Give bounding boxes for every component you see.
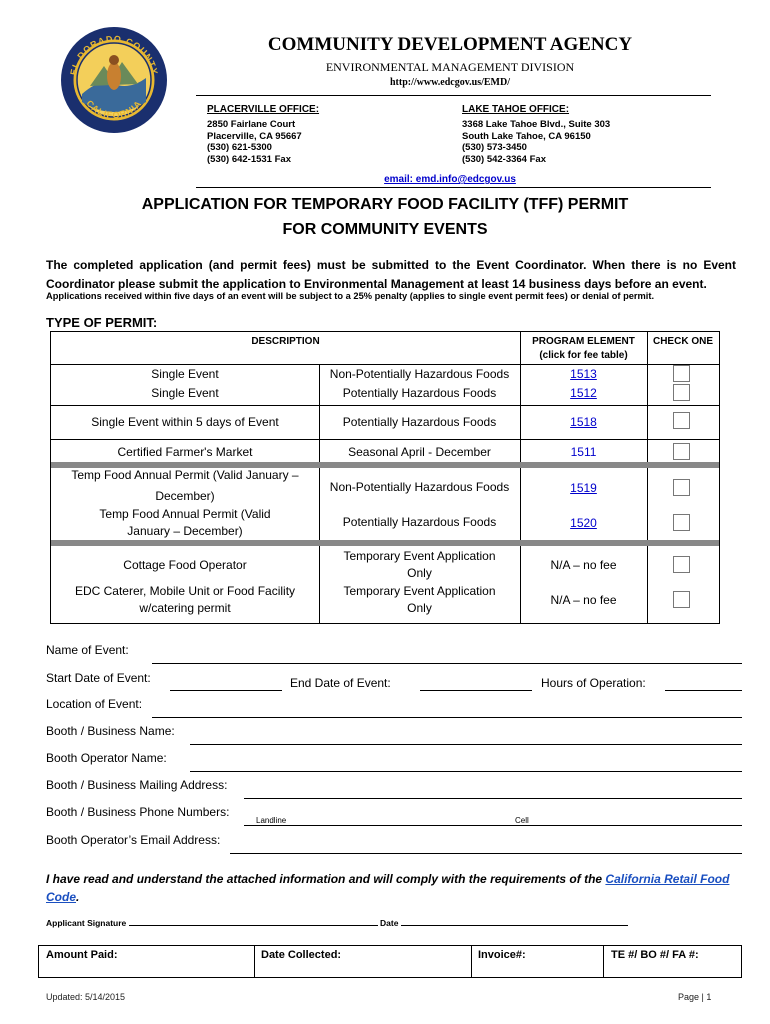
- permit-desc: Single Event: [151, 367, 219, 381]
- permit-food-type: Potentially Hazardous Foods: [342, 415, 497, 429]
- te-bo-fa-label: TE #/ BO #/ FA #:: [611, 949, 699, 961]
- division-url[interactable]: http://www.edcgov.us/EMD/: [389, 77, 510, 88]
- seal-text-bottom: CALIFORNIA: [84, 98, 144, 121]
- form-title-line2: FOR COMMUNITY EVENTS: [282, 221, 488, 238]
- division-title: ENVIRONMENTAL MANAGEMENT DIVISION: [325, 60, 575, 74]
- column-divider: [647, 332, 648, 623]
- column-divider: [603, 946, 604, 977]
- placerville-line: 2850 Fairlane Court: [207, 119, 296, 130]
- tahoe-line: South Lake Tahoe, CA 96150: [462, 130, 591, 142]
- permit-food-type: Non-Potentially Hazardous Foods: [329, 367, 510, 381]
- penalty-text: Applications received within five days of an event will be subject to a 25% penalty (applies to single event permit fees) or denial of permit.: [46, 291, 655, 301]
- tahoe-office-title: LAKE TAHOE OFFICE:: [462, 104, 570, 115]
- booth-name-label: Booth / Business Name:: [46, 724, 175, 738]
- mailing-address-label: Booth / Business Mailing Address:: [46, 778, 228, 792]
- program-element-code: N/A – no fee: [550, 558, 617, 572]
- permit-desc: Single Event: [151, 386, 219, 400]
- permit-checkbox[interactable]: [673, 479, 690, 496]
- start-date-label: Start Date of Event:: [46, 671, 151, 685]
- permit-desc: Single Event within 5 days of Event: [91, 415, 279, 429]
- invoice-label: Invoice#:: [478, 949, 526, 961]
- permit-desc: Temp Food Annual Permit (Valid January – December): [71, 468, 299, 503]
- program-element-code: 1511: [570, 445, 597, 459]
- event-name-label: Name of Event:: [46, 643, 129, 657]
- applicant-signature-field[interactable]: [129, 925, 378, 926]
- program-element-link[interactable]: 1518: [570, 415, 597, 429]
- phone-numbers-field[interactable]: [244, 825, 742, 826]
- permit-food-type: Seasonal April - December: [348, 445, 491, 459]
- retail-food-code-link[interactable]: California Retail Food Code: [46, 872, 730, 904]
- header-check-one: CHECK ONE: [652, 336, 713, 347]
- permit-checkbox[interactable]: [673, 591, 690, 608]
- date-label: Date: [380, 918, 399, 928]
- amount-paid-label: Amount Paid:: [46, 949, 118, 961]
- office-use-table: [38, 945, 742, 978]
- page-number: Page | 1: [678, 992, 712, 1002]
- tahoe-office: [462, 104, 610, 165]
- agreement-statement: [46, 870, 736, 906]
- permit-type-label: TYPE OF PERMIT:: [46, 315, 158, 330]
- mailing-address-field[interactable]: [244, 798, 742, 799]
- permit-food-type: Potentially Hazardous Foods: [342, 386, 497, 400]
- row-divider: [51, 405, 719, 406]
- program-element-link[interactable]: 1519: [570, 481, 597, 495]
- county-seal-logo: [60, 26, 168, 134]
- agreement-text: I have read and understand the attached information and will comply with the requirements of the: [46, 872, 606, 886]
- email-label: Booth Operator’s Email Address:: [46, 833, 221, 847]
- placerville-line: Placerville, CA 95667: [207, 130, 302, 142]
- date-field[interactable]: [401, 925, 628, 926]
- header-program-element-label: PROGRAM ELEMENT: [532, 336, 635, 347]
- placerville-office: [207, 104, 319, 165]
- header-rule-top: [196, 95, 711, 96]
- program-element-code: N/A – no fee: [550, 593, 617, 607]
- permit-desc: Temp Food Annual Permit (Valid January – December): [99, 507, 271, 538]
- header-program-element-sub: (click for fee table): [539, 350, 628, 361]
- intro-text: The completed application (and permit fees) must be submitted to the Event Coordinator. When there is no Event Coordinator please submit the application to Environmental Management at least 14 business days before an event.: [46, 258, 736, 291]
- permit-desc: Cottage Food Operator: [123, 558, 247, 572]
- program-element-link[interactable]: 1520: [570, 516, 597, 530]
- row-divider: [51, 439, 719, 440]
- permit-food-type: Temporary Event Application Only: [343, 584, 496, 615]
- header-description: DESCRIPTION: [251, 336, 320, 347]
- permit-food-type: Non-Potentially Hazardous Foods: [329, 480, 510, 494]
- placerville-line: (530) 642-1531 Fax: [207, 153, 291, 165]
- cell-label: Cell: [515, 816, 529, 825]
- permit-checkbox[interactable]: [673, 443, 690, 460]
- tahoe-line: (530) 542-3364 Fax: [462, 153, 546, 165]
- header-program-element: [520, 335, 647, 363]
- operator-name-label: Booth Operator Name:: [46, 751, 167, 765]
- permit-table: [50, 331, 720, 624]
- permit-food-type: Potentially Hazardous Foods: [342, 515, 497, 529]
- tahoe-line: 3368 Lake Tahoe Blvd., Suite 303: [462, 119, 611, 130]
- start-date-field[interactable]: [170, 690, 282, 691]
- booth-name-field[interactable]: [190, 744, 742, 745]
- column-divider: [471, 946, 472, 977]
- section-band: [51, 540, 719, 546]
- permit-desc: Certified Farmer's Market: [117, 445, 253, 459]
- end-date-field[interactable]: [420, 690, 532, 691]
- permit-checkbox[interactable]: [673, 365, 690, 382]
- permit-checkbox[interactable]: [673, 514, 690, 531]
- landline-label: Landline: [256, 816, 287, 825]
- permit-checkbox[interactable]: [673, 384, 690, 401]
- header-rule-bottom: [196, 187, 711, 188]
- header-divider: [51, 364, 719, 365]
- hours-label: Hours of Operation:: [541, 676, 646, 690]
- location-label: Location of Event:: [46, 697, 143, 711]
- program-element-link[interactable]: 1513: [570, 367, 597, 381]
- event-name-field[interactable]: [152, 663, 742, 664]
- phone-numbers-label: Booth / Business Phone Numbers:: [46, 805, 230, 819]
- applicant-signature-label: Applicant Signature: [46, 918, 127, 928]
- agency-title: COMMUNITY DEVELOPMENT AGENCY: [267, 34, 633, 55]
- signature-line: [46, 918, 628, 928]
- permit-food-type: Temporary Event Application Only: [343, 549, 496, 580]
- column-divider: [254, 946, 255, 977]
- updated-date: Updated: 5/14/2015: [46, 992, 126, 1002]
- hours-field[interactable]: [665, 690, 742, 691]
- email-link[interactable]: email: emd.info@edcgov.us: [384, 174, 516, 185]
- form-title-line1: APPLICATION FOR TEMPORARY FOOD FACILITY (TFF) PERMIT: [141, 196, 629, 213]
- seal-text-top: EL DORADO COUNTY: [68, 33, 160, 77]
- agreement-end: .: [76, 890, 80, 904]
- operator-name-field[interactable]: [190, 771, 742, 772]
- placerville-line: (530) 621-5300: [207, 142, 272, 153]
- location-field[interactable]: [152, 717, 742, 718]
- permit-checkbox[interactable]: [673, 412, 690, 429]
- permit-checkbox[interactable]: [673, 556, 690, 573]
- permit-desc: EDC Caterer, Mobile Unit or Food Facility w/catering permit: [74, 584, 296, 615]
- placerville-office-title: PLACERVILLE OFFICE:: [207, 104, 320, 115]
- tahoe-line: (530) 573-3450: [462, 142, 527, 153]
- program-element-link[interactable]: 1512: [570, 386, 597, 400]
- email-field[interactable]: [230, 853, 742, 854]
- date-collected-label: Date Collected:: [261, 949, 342, 961]
- end-date-label: End Date of Event:: [290, 676, 391, 690]
